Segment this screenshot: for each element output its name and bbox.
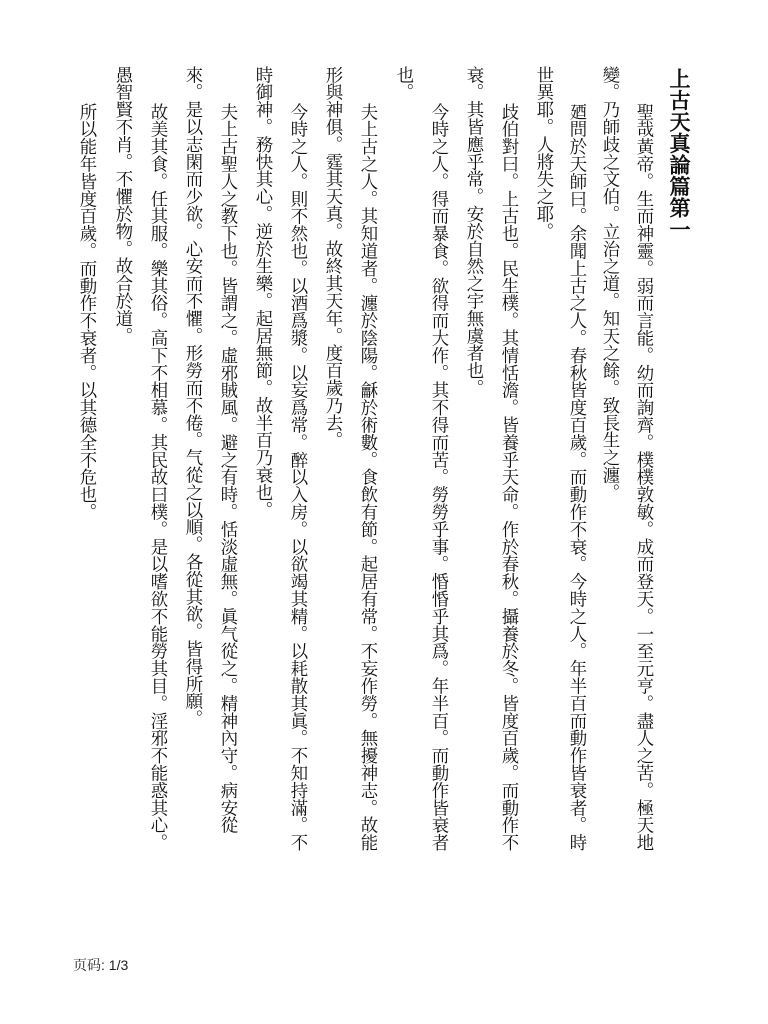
text-column: 廼問於天師曰。余聞上古之人。春秋皆度百歲。而動作不衰。今時之人。年半百而動作皆衰者。時 [566,103,586,852]
text-column: 今時之人。則不然也。以酒爲漿。以妄爲常。醉以入房。以欲竭其精。以耗散其眞。不知持滿。不 [287,103,307,852]
text-column: 今時之人。得而暴食。欲得而大作。其不得而苦。勞勞乎事。惛惛乎其爲。年半百。而動作皆衰者 [428,103,448,852]
text-column: 來。是以志閑而少欲。心安而不懼。形勞而不倦。气從之以順。各從其欲。皆得所願。 [182,66,202,728]
text-column: 歧伯對曰。上古也。民生樸。其情恬澹。皆養乎天命。作於春秋。攝養於冬。皆度百歲。而動作不 [498,103,518,852]
text-column: 變。乃師歧之文伯。立治之道。知天之餘。致長生之瀍。 [599,66,619,501]
document-title: 上古天真論篇第一 [667,68,692,240]
text-column: 故美其食。任其服。樂其俗。高下不相慕。其民故曰樸。是以嗜欲不能勞其目。淫邪不能惑其心。 [147,103,167,852]
text-column: 聖哉黃帝。生而神靈。弱而言能。幼而詢齊。樸樸敦敏。成而登天。一至元亨。盡人之苦。極天地 [633,103,653,852]
text-column: 也。 [393,66,413,101]
text-column: 夫上古之人。其知道者。瀍於陰陽。龢於術數。食飲有節。起居有常。不妄作勞。無擾神志。故能 [357,103,377,852]
page-number: 页码: 1/3 [73,957,129,973]
text-column: 世異耶。人將失之耶。 [533,66,553,240]
text-column: 形與神俱。霆其天真。故終其天年。度百歲乃去。 [322,66,342,449]
text-column: 衰。其皆應乎常。安於自然之宇無虞者也。 [463,66,483,397]
text-column: 夫上古聖人之教下也。皆謂之。虛邪賊風。避之有時。恬淡虛無。眞气從之。精神內守。病安從 [217,103,237,834]
text-column: 愚智賢不肖。不懼於物。故合於道。 [112,66,132,345]
text-column: 時御神。務快其心。逆於生樂。起居無節。故半百乃衰也。 [252,66,272,519]
text-column: 所以能年皆度百歲。而動作不衰者。以其德全不危也。 [76,103,96,521]
